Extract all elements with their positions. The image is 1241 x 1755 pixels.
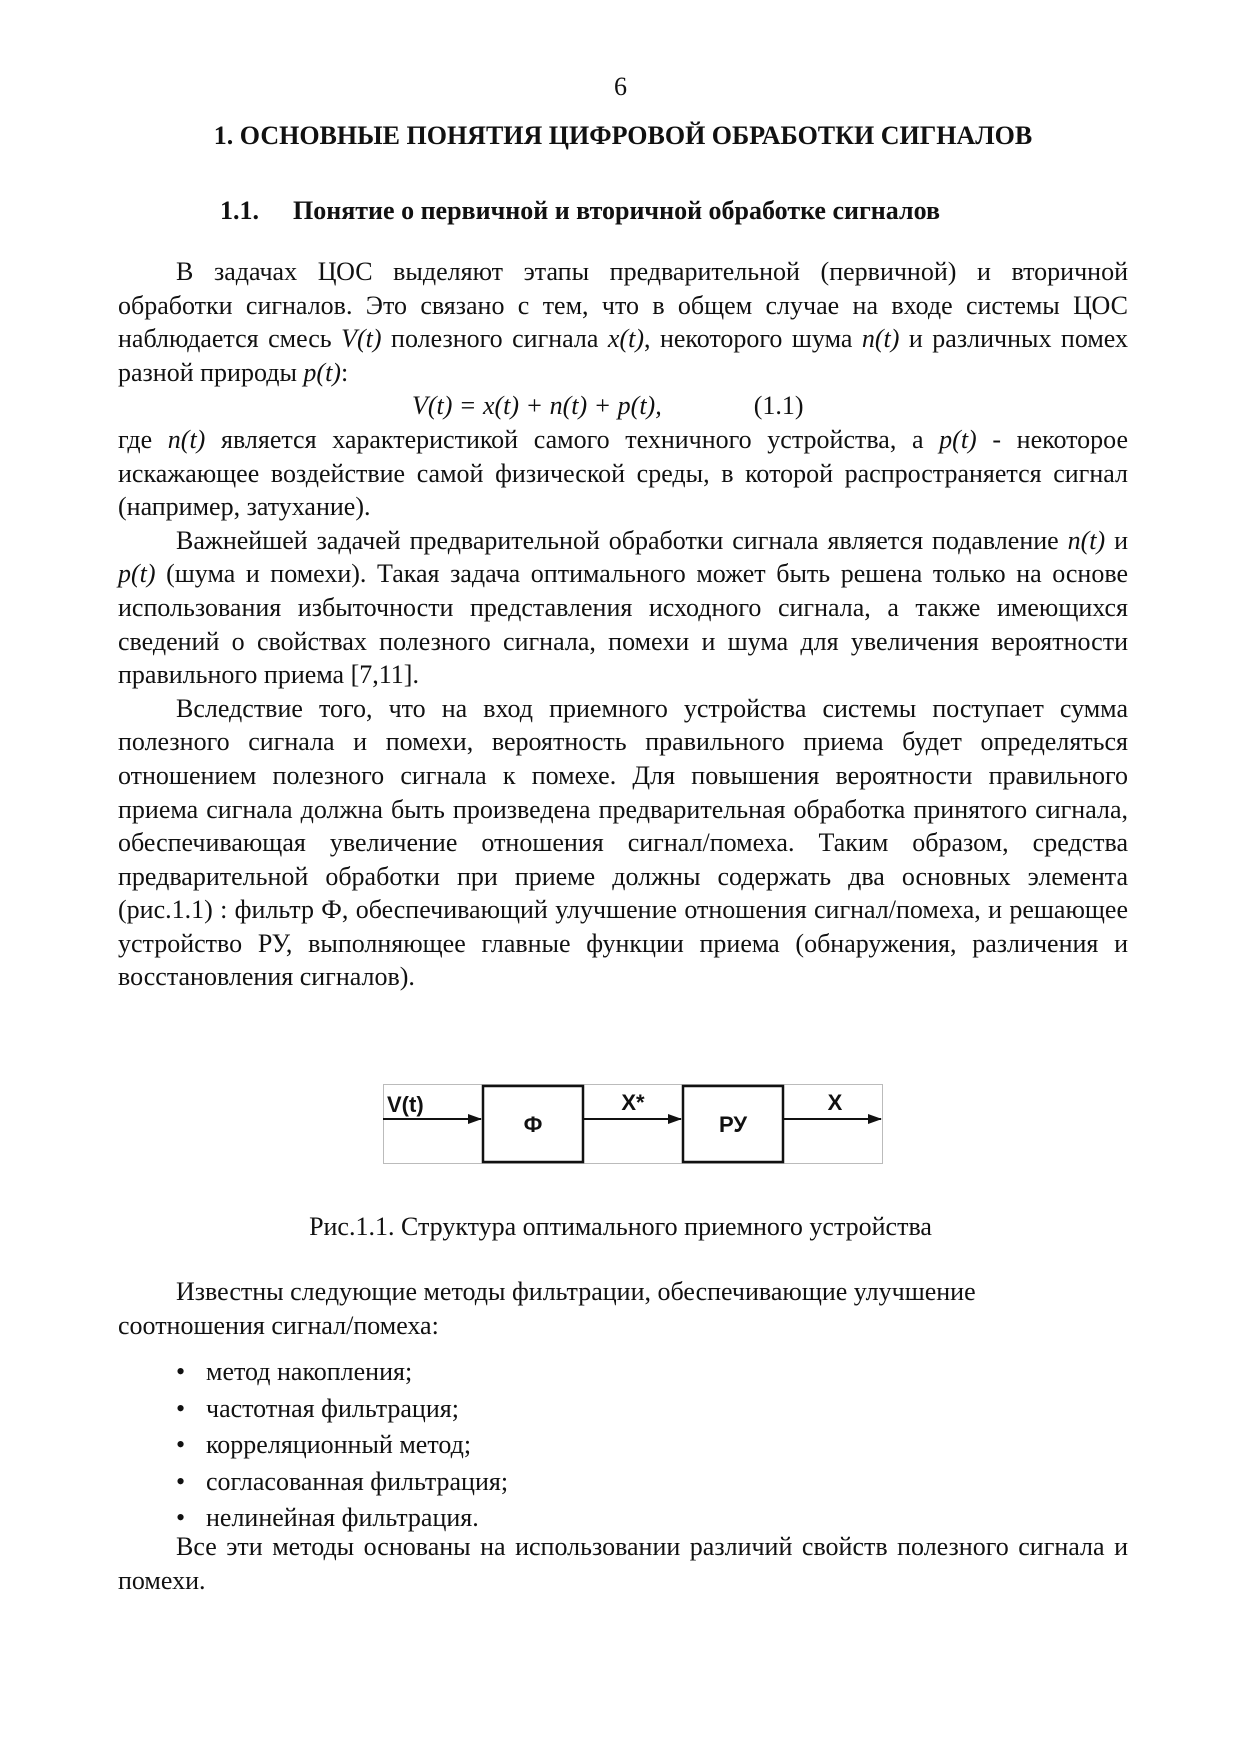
figure-caption: Рис.1.1. Структура оптимального приемного устройства (309, 1212, 932, 1241)
section-title: Понятие о первичной и вторичной обработке сигналов (293, 196, 940, 225)
list-item (176, 1464, 508, 1501)
text-run: (шума и помехи). Такая задача оптимального может быть решена только на основе использования избыточности представления исходного сигнала, а также имеющихся сведений о свойствах полезного сигнала, помехи и шума для увеличения вероятности правильного приема [7,11]. (118, 559, 1128, 690)
math-var-v: V(t) (341, 324, 382, 354)
text-run: и различных помех разной природы (118, 324, 1129, 387)
decision-label: РУ (718, 1112, 748, 1137)
text-run: В задачах ЦОС выделяют этапы предварительной (первичной) и вторичной обработки сигналов. Это связано с тем, что в общем случае на входе системы ЦОС наблюдается смесь (118, 257, 1128, 354)
methods-intro (118, 1275, 1128, 1343)
list-item (176, 1391, 508, 1428)
main-body (118, 255, 1128, 994)
bullet-icon: • (176, 1503, 186, 1532)
math-var-n: n(t) (1067, 525, 1106, 555)
input-label: V(t) (387, 1092, 424, 1117)
methods-intro-text: Известны следующие методы фильтрации, обеспечивающие улучшение соотношения сигнал/помеха: (118, 1277, 976, 1340)
mid-signal-label: X* (621, 1090, 645, 1115)
bullet-icon: • (176, 1466, 186, 1496)
paragraph-task (118, 524, 1128, 692)
closing-text: Все эти методы основаны на использовании различий свойств полезного сигнала и помехи. (118, 1532, 1128, 1595)
math-var-n: n(t) (861, 324, 900, 354)
list-item-text: метод накопления; (206, 1357, 413, 1386)
receiver-block-diagram (383, 1084, 883, 1164)
text-run: : (340, 357, 349, 387)
chapter-title: 1. ОСНОВНЫЕ ПОНЯТИЯ ЦИФРОВОЙ ОБРАБОТКИ СИГНАЛОВ (213, 121, 1033, 150)
list-item-text: согласованная фильтрация; (206, 1466, 509, 1496)
methods-list (176, 1354, 508, 1537)
text-run: полезного сигнала (381, 324, 608, 354)
list-item (176, 1354, 508, 1391)
filter-label: Ф (523, 1112, 543, 1137)
text-run: и (1105, 525, 1128, 555)
section-number: 1.1. (220, 196, 259, 225)
text-run: - некоторое искажающее воздействие самой физической среды, в которой распространяется сигнал (например, затухание). (118, 424, 1128, 522)
page-number: 6 (614, 72, 627, 101)
math-var-p: p(t) (303, 357, 341, 387)
bullet-icon: • (176, 1430, 186, 1459)
closing-paragraph (118, 1530, 1128, 1597)
paragraph-intro (118, 255, 1128, 389)
bullet-icon: • (176, 1357, 186, 1386)
math-var-p: p(t) (118, 559, 156, 589)
text-run: , некоторого шума (644, 324, 862, 354)
text-run: Важнейшей задачей предварительной обработки сигнала является подавление (176, 525, 1068, 555)
list-item (176, 1427, 508, 1464)
list-item-text: нелинейная фильтрация. (206, 1503, 479, 1532)
output-label: X (827, 1090, 843, 1115)
paragraph-where (118, 423, 1128, 524)
formula-expression: V(t) = x(t) + n(t) + p(t), (412, 391, 662, 421)
bullet-icon: • (176, 1393, 186, 1423)
math-var-n: n(t) (167, 424, 206, 454)
math-var-p: p(t) (939, 424, 977, 454)
formula-1-1 (118, 389, 1128, 423)
list-item-text: корреляционный метод; (206, 1430, 472, 1459)
list-item-text: частотная фильтрация; (206, 1393, 459, 1423)
math-var-x: x(t) (607, 324, 644, 354)
formula-number: (1.1) (753, 391, 804, 421)
text-run: где (118, 424, 168, 454)
section-heading (220, 196, 940, 226)
paragraph-consequence: Вследствие того, что на вход приемного устройства системы поступает сумма полезного сигнала и помехи, вероятность правильного приема будет определяться отношением полезного сигнала к помехе. Для повышения вероятности правильного приема сигнала должна быть произведена предварительная обработка принятого сигнала, обеспечивающая увеличение отношения сигнал/помеха. Таким образом, средства предварительной обработки при приеме должны содержать два основных элемента (рис.1.1) : фильтр Ф, обеспечивающий улучшение отношения сигнал/помеха, и решающее устройство РУ, выполняющее главные функции приема (обнаружения, различения и восстановления сигналов). (118, 693, 1128, 992)
text-run: является характеристикой самого техничного устройства, а (205, 424, 940, 454)
